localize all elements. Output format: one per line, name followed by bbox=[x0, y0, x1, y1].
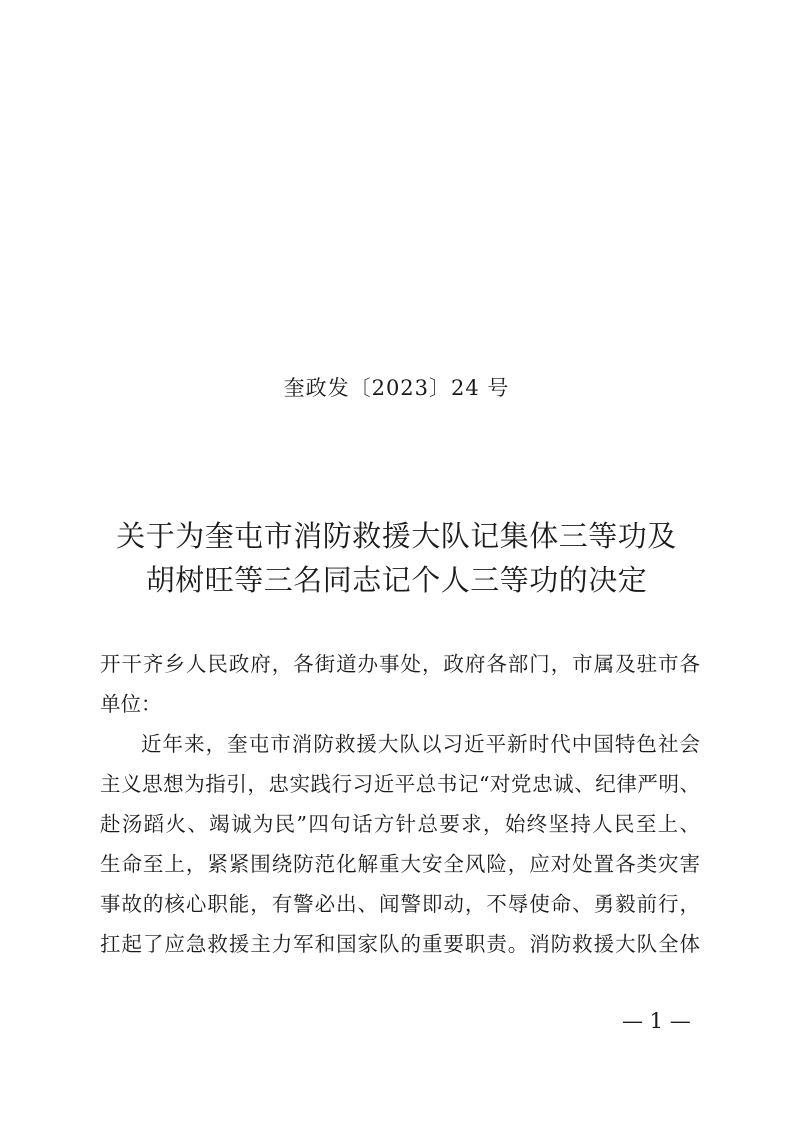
paragraph-line-4: 生命至上，紧紧围绕防范化解重大安全风险，应对处置各类灾害 bbox=[100, 852, 700, 876]
title-line-2: 胡树旺等三名同志记个人三等功的决定 bbox=[145, 563, 648, 597]
paragraph-line-1: 近年来，奎屯市消防救援大队以习近平新时代中国特色社会 bbox=[141, 732, 700, 756]
document-number: 奎政发〔2023〕24 号 bbox=[283, 376, 510, 400]
page-number: — 1 — bbox=[622, 1009, 691, 1033]
document-body bbox=[100, 644, 700, 964]
paragraph-line-6: 扛起了应急救援主力军和国家队的重要职责。消防救援大队全体 bbox=[100, 932, 700, 956]
paragraph-line-5: 事故的核心职能，有警必出、闻警即动，不辱使命、勇毅前行， bbox=[100, 892, 700, 916]
addressee-line-1: 开干齐乡人民政府，各街道办事处，政府各部门，市属及驻市各 bbox=[100, 652, 700, 676]
document-title bbox=[60, 514, 733, 602]
addressee-line-2: 单位： bbox=[100, 692, 162, 716]
paragraph-line-2: 主义思想为指引，忠实践行习近平总书记“对党忠诚、纪律严明、 bbox=[100, 772, 700, 796]
paragraph-line-3: 赴汤蹈火、竭诚为民”四句话方针总要求，始终坚持人民至上、 bbox=[100, 812, 700, 836]
title-line-1: 关于为奎屯市消防救援大队记集体三等功及 bbox=[116, 519, 677, 553]
